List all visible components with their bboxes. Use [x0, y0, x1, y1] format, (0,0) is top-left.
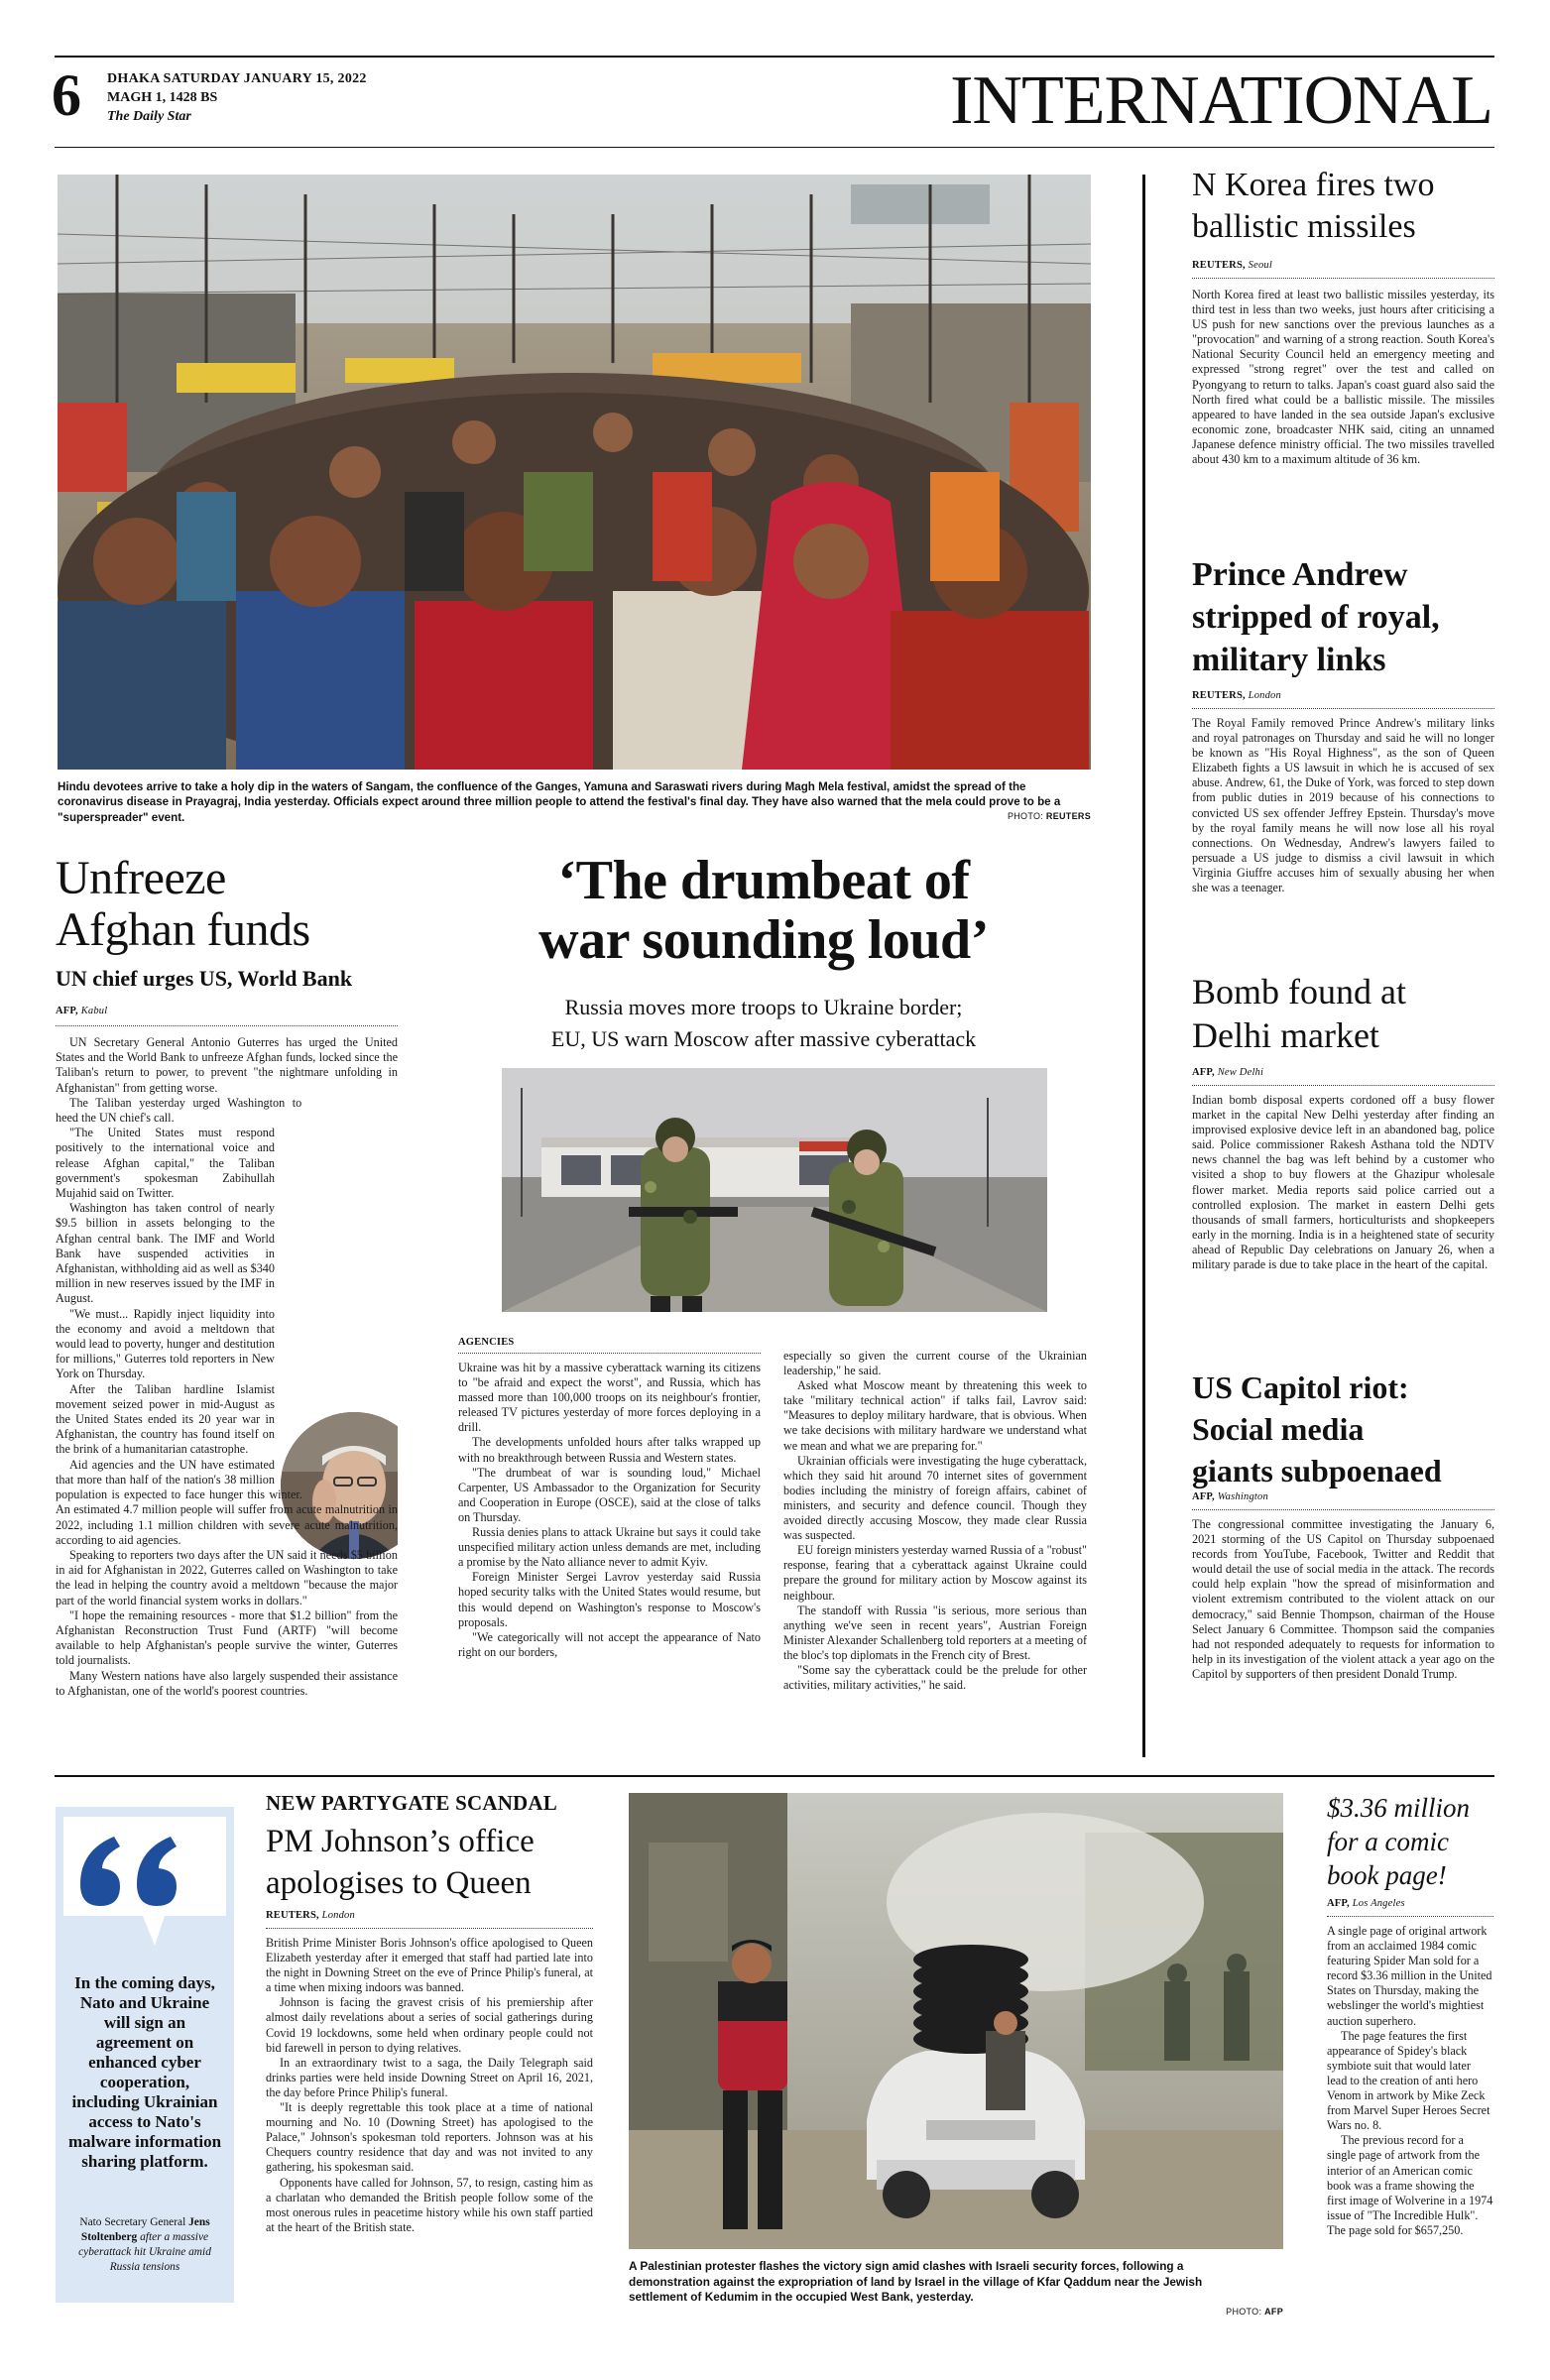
partygate-kicker: NEW PARTYGATE SCANDAL	[266, 1791, 557, 1815]
partygate-headline-line1: PM Johnson’s office	[266, 1824, 535, 1859]
west-bank-credit	[1184, 2307, 1283, 2317]
partygate-byline-rule	[266, 1928, 593, 1929]
comic-byline-place: Los Angeles	[1352, 1898, 1405, 1909]
ukraine-headline-line1: ‘The drumbeat of	[557, 850, 970, 911]
capitol-byline-agency: AFP,	[1192, 1491, 1215, 1502]
nkorea-headline-line1: N Korea fires two	[1192, 167, 1435, 203]
comic-byline-agency: AFP,	[1327, 1898, 1350, 1909]
delhi-headline-line1: Bomb found at	[1192, 972, 1406, 1012]
afghan-para: Aid agencies and the UN have estimated that more than half of the nation's 38 million population is expected to face hunger this winter. An estimated 4.7 million people will suffer from acute malnutrition in 2022, including 1.1 million children with severe acute malnutrition, according to aid agencies.	[56, 1457, 398, 1547]
soldiers-photo	[502, 1068, 1047, 1312]
capitol-byline-rule	[1192, 1509, 1494, 1510]
ukraine-col2	[783, 1349, 1087, 1757]
afghan-byline-agency: AFP,	[56, 1006, 78, 1016]
ukraine-col2-para: especially so given the current course of the Ukrainian leadership," he said.	[783, 1349, 1087, 1378]
ukraine-col2-para: EU foreign ministers yesterday warned Russia of a "robust" response, fearing that a cyberattack against Ukraine could prepare the ground for military action by Moscow against its neighbour.	[783, 1543, 1087, 1603]
partygate-headline	[266, 1821, 535, 1904]
ukraine-col1-para: Russia denies plans to attack Ukraine but says it could take unspecified military action unless demands are met, including a promise by the Nato alliance never to admit Kyiv.	[458, 1525, 761, 1570]
quote-attr-post: after a massive cyberattack hit Ukraine amid Russia tensions	[78, 2231, 211, 2273]
afghan-para: "I hope the remaining resources - more that $1.2 billion" from the Afghanistan Reconstruction Trust Fund (ARTF) "will become available to help Afghanistan's people survive the winter, Guterres told journalists.	[56, 1607, 398, 1668]
ukraine-agency-rule	[458, 1353, 761, 1354]
partygate-para: British Prime Minister Boris Johnson's office apologised to Queen Elizabeth yesterday after it emerged that staff had partied late into the night in Downing Street on the eve of Prince Philip's funeral, at a time when mixing indoors was banned.	[266, 1936, 593, 1995]
partygate-para: Opponents have called for Johnson, 57, to resign, casting him as a charlatan who demanded the British people follow some of the most onerous rules in peacetime history while his own staff partied at the heart of the British state.	[266, 2175, 593, 2234]
afghan-byline-place: Kabul	[80, 1006, 108, 1016]
andrew-byline-place: London	[1248, 690, 1281, 701]
credit-label: PHOTO:	[1007, 811, 1044, 821]
afghan-byline-rule	[56, 1025, 398, 1026]
comic-headline-line2: for a comic	[1327, 1827, 1449, 1856]
quote-attr-name: Jens Stoltenberg	[80, 2216, 210, 2243]
page-number: 6	[52, 62, 81, 128]
andrew-headline-line1: Prince Andrew	[1192, 556, 1408, 593]
andrew-byline-rule	[1192, 708, 1494, 709]
magh-mela-crowd-photo	[58, 175, 1091, 770]
afghan-subhead: UN chief urges US, World Bank	[56, 966, 353, 991]
delhi-byline-rule	[1192, 1085, 1494, 1086]
capitol-byline	[1192, 1491, 1268, 1502]
ukraine-headline	[436, 851, 1091, 970]
afghan-para: After the Taliban hardline Islamist movement seized power in mid-August as the United States ended its 20 year war in Afghanistan, the country has found itself on the brink of a humanitarian catastrophe.	[56, 1381, 275, 1457]
ukraine-col1-para: Foreign Minister Sergei Lavrov yesterday said Russia hoped security talks with the United States would resume, but this would depend on Washington's response to Moscow's proposals.	[458, 1570, 761, 1629]
nkorea-headline	[1192, 165, 1435, 248]
ukraine-headline-line2: war sounding loud’	[538, 909, 989, 971]
capitol-headline-line3: giants subpoenaed	[1192, 1453, 1442, 1488]
andrew-byline	[1192, 690, 1281, 701]
afghan-byline	[56, 1006, 107, 1016]
afghan-para: "The United States must respond positively to the international voice and release Afghan capital," the Taliban government's spokesman Zabihullah Mujahid said on Twitter.	[56, 1126, 275, 1201]
quote-mark-icon	[56, 1807, 234, 1956]
delhi-headline	[1192, 970, 1406, 1057]
ukraine-col1	[458, 1361, 761, 1757]
comic-headline-line1: $3.36 million	[1327, 1793, 1471, 1823]
nkorea-body: North Korea fired at least two ballistic missiles yesterday, its third test in less than two weeks, just hours after criticising a US push for new sanctions over the previous launches as a "provocation" and warning of a strong reaction. South Korea's National Security Council held an emergency meeting and expressed "strong regret" over the test and called on Pyongyang to return to talks. Japan's coast guard also said the North fired what could be a ballistic missile. The missiles appeared to have landed in the sea outside Japan's exclusive economic zone, broadcaster NHK said, citing an unnamed Japanese defence ministry official. The two missiles travelled about 430 km to a maximum altitude of 36 km.	[1192, 288, 1494, 467]
partygate-para: In an extraordinary twist to a saga, the Daily Telegraph said drinks parties were held inside Downing Street on April 16, 2021, the day before Prince Philip's funeral.	[266, 2055, 593, 2099]
quote-text: In the coming days, Nato and Ukraine will sign an agreement on enhanced cyber cooperation, including Ukrainian access to Nato's malware information sharing platform.	[67, 1973, 222, 2171]
andrew-headline-line2: stripped of royal,	[1192, 599, 1440, 636]
ukraine-agency: AGENCIES	[458, 1337, 515, 1348]
nkorea-byline-place: Seoul	[1248, 260, 1272, 271]
comic-headline	[1327, 1791, 1470, 1892]
wb-credit-label: PHOTO:	[1226, 2307, 1262, 2317]
section-title: INTERNATIONAL	[950, 62, 1492, 139]
ukraine-col2-para: "Some say the cyberattack could be the prelude for other activities, military activities," he said.	[783, 1662, 1087, 1693]
afghan-para: Washington has taken control of nearly $9.5 billion in assets belonging to the Afghan central bank. The IMF and World Bank have suspended activities in Afghanistan, withholding aid as well as $340 million in new reserves issued by the IMF in August.	[56, 1201, 275, 1306]
nkorea-headline-line2: ballistic missiles	[1192, 208, 1416, 245]
afghan-headline-line2: Afghan funds	[56, 903, 310, 956]
afghan-para: UN Secretary General Antonio Guterres has urged the United States and the World Bank to unfreeze Afghan funds, locked since the Taliban's return to power, to prevent "the nightmare unfolding in Afghanistan" from getting worse.	[56, 1035, 398, 1095]
partygate-byline	[266, 1910, 355, 1921]
capitol-headline-line2: Social media	[1192, 1411, 1365, 1447]
afghan-para: The Taliban yesterday urged Washington to heed the UN chief's call.	[56, 1095, 302, 1126]
masthead-top-rule	[55, 56, 1494, 58]
comic-para: The previous record for a single page of artwork from the interior of an American comic book was a frame showing the first image of Wolverine in a 1974 issue of "The Incredible Hulk". The page sold for $657,250.	[1327, 2133, 1493, 2237]
ukraine-deck-line1: Russia moves more troops to Ukraine border;	[564, 995, 963, 1019]
bangla-date: MAGH 1, 1428 BS	[107, 90, 218, 105]
ukraine-col1-para: Ukraine was hit by a massive cyberattack warning its citizens to "be afraid and expect the worst", and Russia, which has massed more than 100,000 troops on its neighbour's frontier, released TV pictures yesterday of more forces deploying in a drill.	[458, 1361, 761, 1435]
comic-para: A single page of original artwork from an acclaimed 1984 comic featuring Spider Man sold for a record $3.36 million in the United States on Thursday, making the webslinger the world's mightiest auction superhero.	[1327, 1924, 1492, 2028]
right-column-divider	[1142, 175, 1145, 1757]
comic-byline-rule	[1327, 1916, 1493, 1917]
paper-logo: The Daily Star	[107, 109, 191, 124]
andrew-byline-agency: REUTERS,	[1192, 690, 1246, 701]
quote-box	[56, 1807, 234, 2303]
ukraine-col1-para: The developments unfolded hours after talks wrapped up with no breakthrough between Russia and Western states.	[458, 1435, 761, 1465]
ukraine-deck-line2: EU, US warn Moscow after massive cyberattack	[550, 1026, 977, 1051]
capitol-headline	[1192, 1367, 1442, 1491]
delhi-byline-agency: AFP,	[1192, 1067, 1215, 1078]
partygate-headline-line2: apologises to Queen	[266, 1865, 532, 1901]
nkorea-byline	[1192, 260, 1272, 271]
afghan-headline-line1: Unfreeze	[56, 852, 226, 904]
andrew-body: The Royal Family removed Prince Andrew's military links and royal patronages on Thursday and said he will no longer be known as "His Royal Highness", as the son of Queen Elizabeth fights a US lawsuit in which he is accused of sex abuse. Andrew, 61, the Duke of York, was forced to step down from public duties in 2019 because of his connections to convicted US sex offender Jeffrey Epstein. Thursday's move by the royal family means he will now lose all his royal connections. On Wednesday, Andrew's lawyers failed to persuade a US judge to dismiss a civil lawsuit in which Virginia Giuffre accuses him of sexually abusing her when she was a teenager.	[1192, 716, 1494, 895]
comic-byline	[1327, 1898, 1405, 1909]
capitol-byline-place: Washington	[1217, 1491, 1268, 1502]
top-photo-credit	[982, 811, 1091, 821]
masthead-bottom-rule	[55, 147, 1494, 148]
partygate-byline-place: London	[321, 1910, 355, 1921]
west-bank-protest-photo	[629, 1793, 1283, 2249]
partygate-body	[266, 1936, 593, 2332]
nkorea-byline-agency: REUTERS,	[1192, 260, 1246, 271]
delhi-body: Indian bomb disposal experts cordoned off a busy flower market in the capital New Delhi yesterday after finding an improvised explosive device left in an abandoned bag, police said. Police commissioner Rakesh Asthana told the NDTV news channel the bag was left behind by a customer who visited a shop to buy flowers at the Ghazipur wholesale flower market. Media reports said police carried out a controlled explosion. The market in eastern Delhi gets thousands of small farmers, horticulturists and shopkeepers early in the morning. India is in a heightened state of security ahead of Republic Day celebrations on January 26, when a military parade is due to take place in the heart of the capital.	[1192, 1093, 1494, 1272]
andrew-headline-line3: military links	[1192, 642, 1386, 678]
afghan-para: Speaking to reporters two days after the UN said it needs $5 billion in aid for Afghanistan in 2022, Guterres called on Washington to take the lead in helping the country avoid a meltdown "because the major part of the world financial system works in dollars."	[56, 1547, 398, 1607]
afghan-headline	[56, 853, 310, 956]
comic-body	[1327, 1924, 1493, 2320]
ukraine-col2-para: Asked what Moscow meant by threatening this week to take "military technical action" if talks fail, Lavrov said: "Measures to deploy military hardware, that is obvious. When we take decisions with military hardware we understand what we mean and what we are preparing for."	[783, 1378, 1087, 1453]
capitol-body: The congressional committee investigating the January 6, 2021 storming of the US Capitol on Thursday subpoenaed records from YouTube, Facebook, Twitter and Reddit that would detail the use of social media in the attack. The records could help explain "how the spread of misinformation and violent extremism contributed to the violent attack on our democracy," said Bennie Thompson, chairman of the House Select January 6 Committee. Thompson said the companies had not responded adequately to requests for information to help in its investigation of the violent attack a year ago on the Capitol by supporters of then president Donald Trump.	[1192, 1517, 1494, 1681]
nkorea-byline-rule	[1192, 278, 1494, 279]
delhi-byline-place: New Delhi	[1217, 1067, 1264, 1078]
credit-source: REUTERS	[1045, 811, 1091, 821]
delhi-byline	[1192, 1067, 1263, 1078]
west-bank-caption: A Palestinian protester flashes the victory sign amid clashes with Israeli security forces, following a demonstration against the expropriation of land by Israel in the village of Kfar Qaddum near the Jewish settlement of Kedumim in the occupied West Bank, yesterday.	[629, 2259, 1203, 2305]
afghan-para: "We must... Rapidly inject liquidity into the economy and avoid a meltdown that would lead to poverty, hunger and destitution for millions," Guterres told reporters in New York on Thursday.	[56, 1306, 275, 1381]
partygate-para: Johnson is facing the gravest crisis of his premiership after almost daily revelations about a series of social gatherings during Covid 19 lockdowns, some held when ordinary people could not bid farewell in person to dying relatives.	[266, 1995, 593, 2055]
quote-attr-pre: Nato Secretary General	[79, 2216, 186, 2228]
ukraine-col1-para: "We categorically will not accept the appearance of Nato right on our borders,	[458, 1629, 761, 1659]
ukraine-col1-para: "The drumbeat of war is sounding loud," Michael Carpenter, US Ambassador to the Organization for Security and Cooperation in Europe (OSCE), said at the close of talks on Thursday.	[458, 1465, 761, 1524]
top-photo-caption: Hindu devotees arrive to take a holy dip in the waters of Sangam, the confluence of the Ganges, Yamuna and Saraswati rivers during Magh Mela festival, amidst the spread of the coronavirus disease in Prayagraj, India yesterday. Officials expect around three million people to attend the festival's final day. They have also warned that the mela could prove to be a "superspreader" event.	[58, 780, 1061, 824]
afghan-body	[56, 1035, 398, 1755]
ukraine-col2-para: The standoff with Russia "is serious, more serious than anything we've seen in recent years", Austrian Foreign Minister Alexander Schallenberg told reporters at a meeting of the bloc's top diplomats in the French city of Brest.	[783, 1603, 1087, 1662]
comic-headline-line3: book page!	[1327, 1860, 1447, 1890]
afghan-para: Many Western nations have also largely suspended their assistance to Afghanistan, one of the world's poorest countries.	[56, 1668, 398, 1698]
dateline: DHAKA SATURDAY JANUARY 15, 2022	[107, 71, 367, 86]
wb-credit-source: AFP	[1264, 2307, 1283, 2317]
quote-attribution	[65, 2215, 224, 2275]
bottom-band-rule	[55, 1775, 1494, 1777]
capitol-headline-line1: US Capitol riot:	[1192, 1369, 1409, 1405]
ukraine-col2-para: Ukrainian officials were investigating the huge cyberattack, which they said hit around 70 internet sites of government bodies including the ministry of foreign affairs, cabinet of ministers, and security and defence council. Though they avoided directly accusing Moscow, they made clear Russia was suspected.	[783, 1453, 1087, 1543]
ukraine-deck	[436, 992, 1091, 1055]
andrew-headline	[1192, 553, 1440, 681]
delhi-headline-line2: Delhi market	[1192, 1015, 1379, 1055]
partygate-para: "It is deeply regrettable this took place at a time of national mourning and No. 10 (Downing Street) has apologised to the Palace," Johnson's spokesman told reporters. Johnson was at his Chequers country residence that day and was not invited to any gathering, his spokesman said.	[266, 2100, 593, 2175]
partygate-byline-agency: REUTERS,	[266, 1910, 319, 1921]
comic-para: The page features the first appearance of Spidey's black symbiote suit that would later lead to the creation of anti hero Venom in artwork by Mike Zeck from Marvel Super Heroes Secret Wars no. 8.	[1327, 2028, 1490, 2133]
